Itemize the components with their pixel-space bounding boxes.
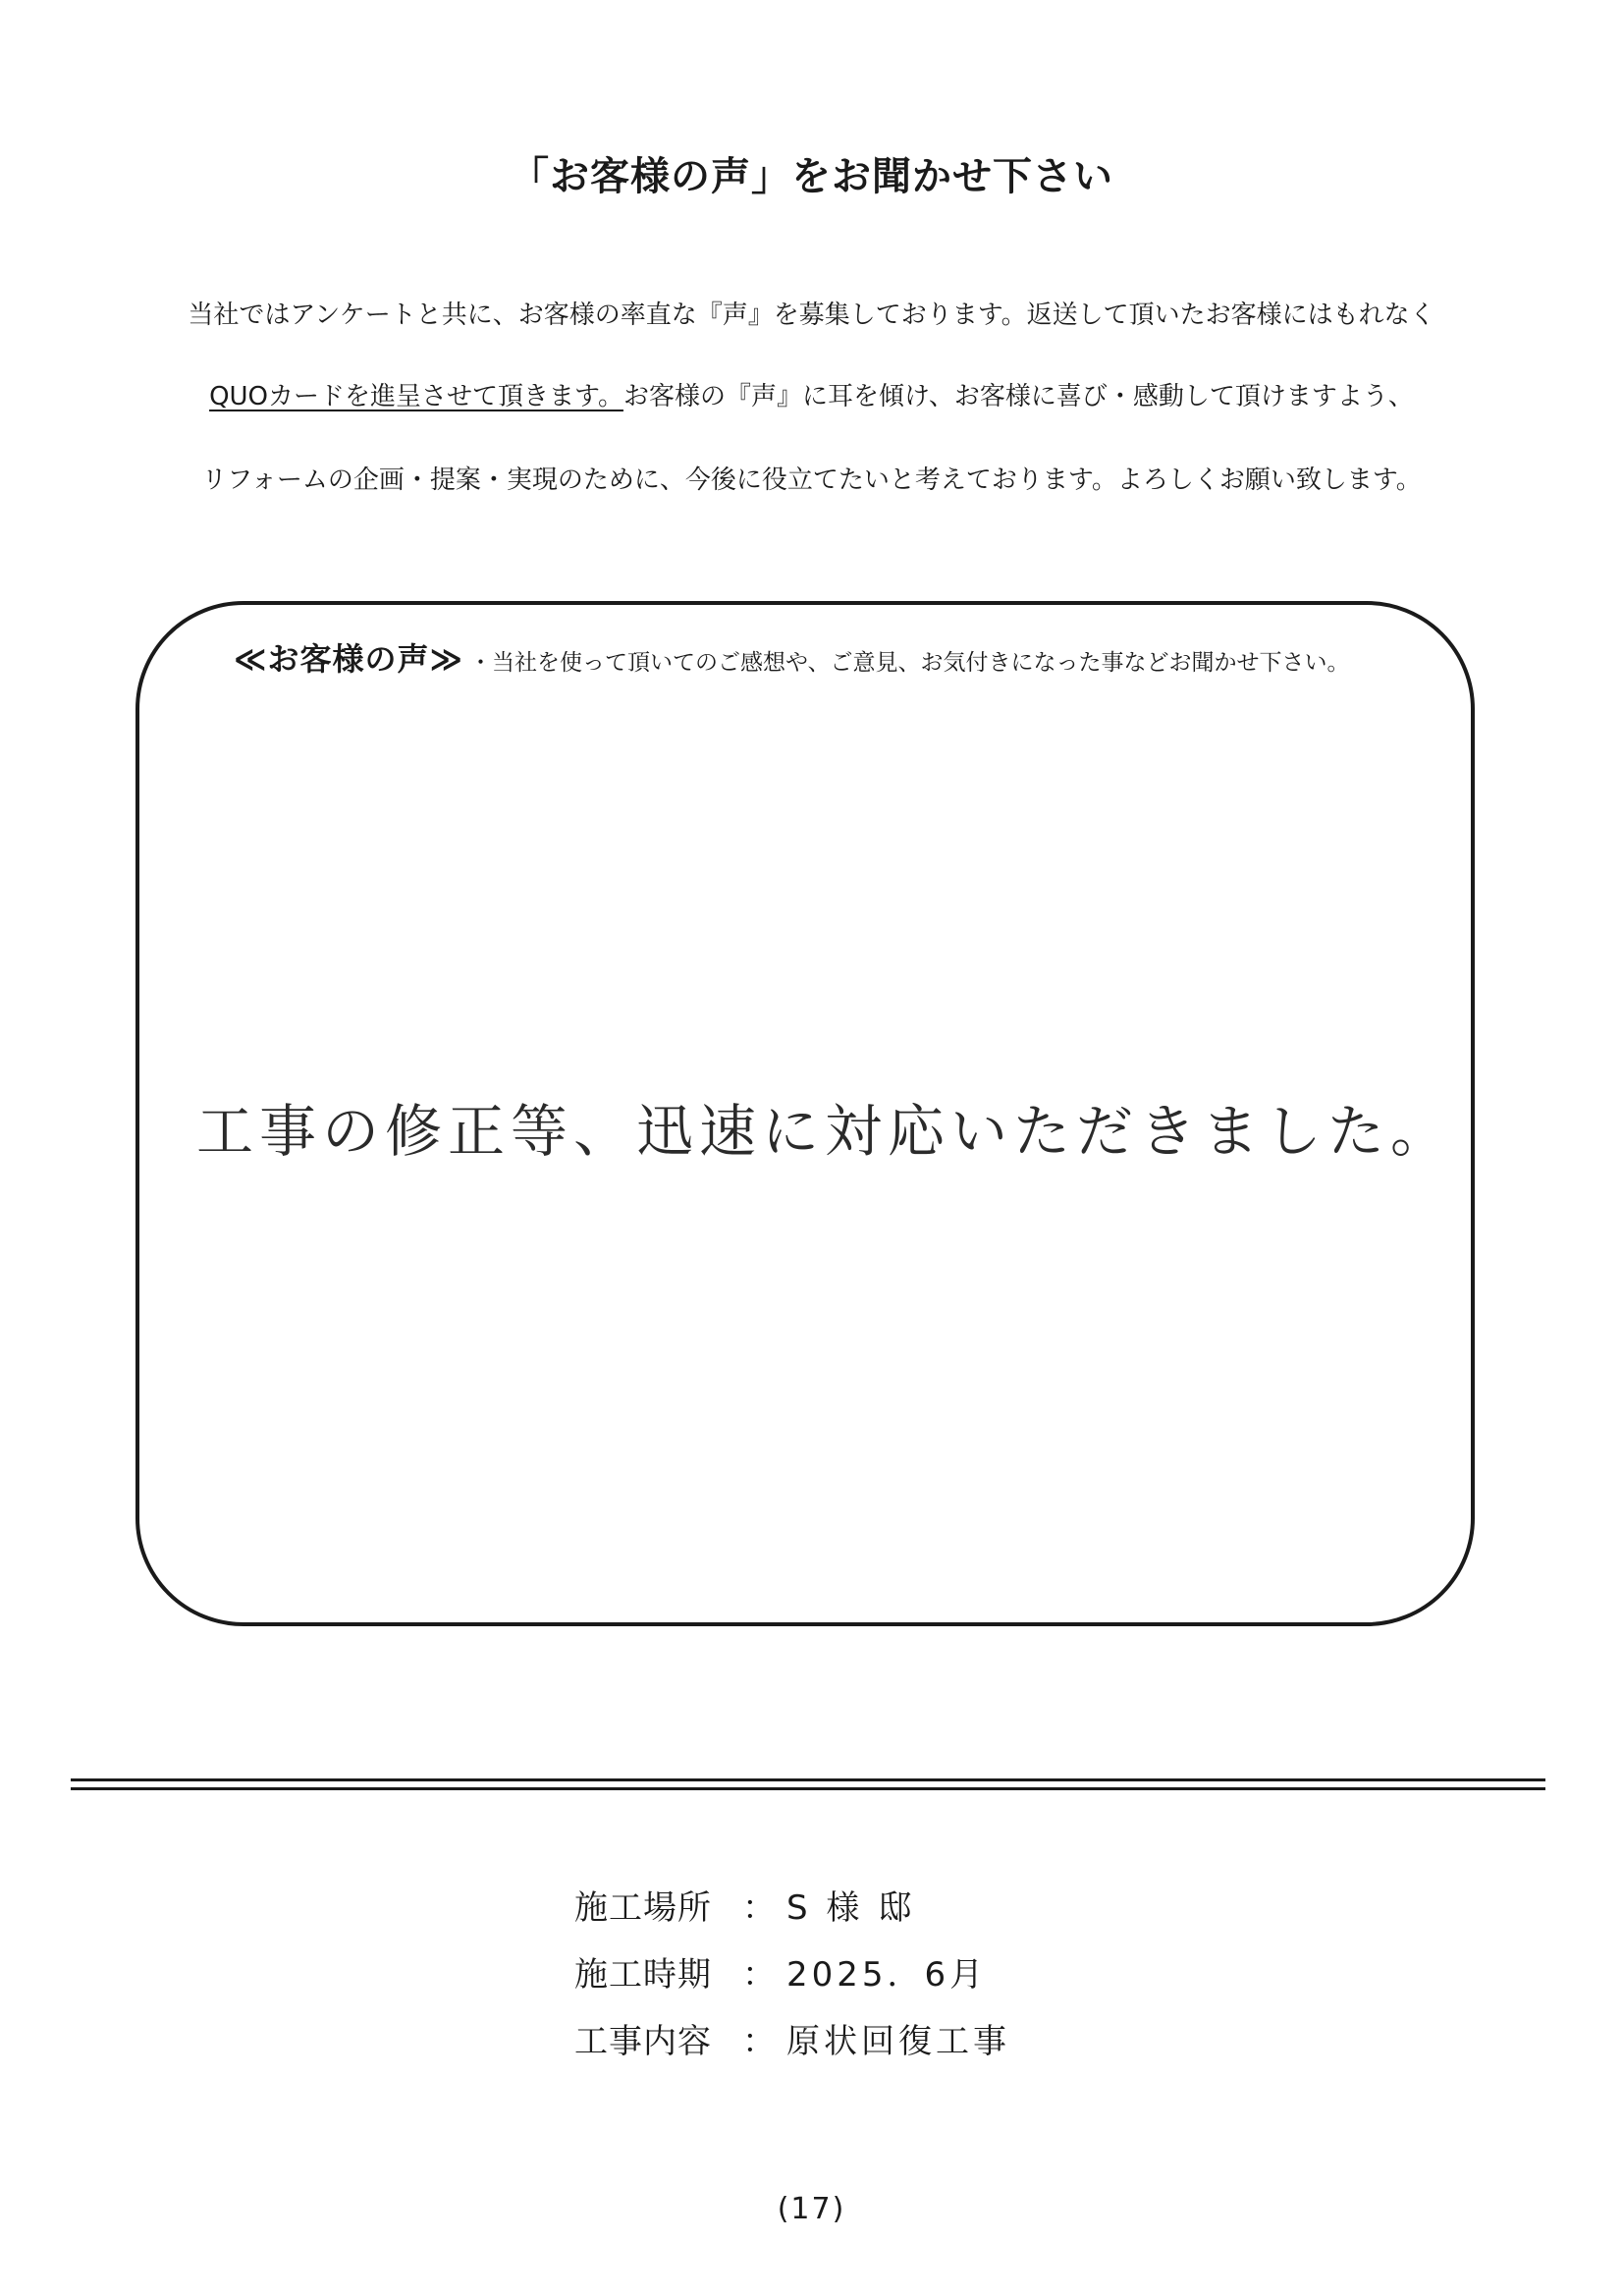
info-colon: ： (742, 1954, 776, 1995)
quo-card-notice: QUOカードを進呈させて頂きます。 (209, 382, 623, 411)
info-label: 工事内容 (574, 2021, 712, 2061)
page-title: 「お客様の声」をお聞かせ下さい (510, 154, 1113, 199)
info-label: 施工時期 (574, 1954, 712, 1995)
intro-line-3: リフォームの企画・提案・実現のために、今後に役立てたいと考えております。よろしくお願い致します。 (201, 465, 1422, 495)
info-row-work-content (574, 2004, 1010, 2071)
voice-box-instructions: ・当社を使って頂いてのご感想や、ご意見、お気付きになった事などお聞かせ下さい。 (469, 650, 1350, 676)
info-value: 原状回復工事 (786, 2021, 1010, 2061)
info-colon: ： (742, 2021, 776, 2061)
info-row-period (574, 1938, 1010, 2004)
voice-box-title: ≪お客様の声≫ (234, 640, 464, 678)
info-row-location (574, 1871, 1010, 1938)
divider-line-top (71, 1778, 1545, 1781)
divider-line-bottom (71, 1787, 1545, 1790)
intro-line-2 (0, 376, 1623, 412)
info-value: 2025．6月 (786, 1954, 988, 1995)
construction-info (574, 1871, 1010, 2071)
intro-line-2-rest: お客様の『声』に耳を傾け、お客様に喜び・感動して頂けますよう、 (622, 382, 1414, 411)
customer-comment: 工事の修正等、迅速に対応いただきました。 (196, 1098, 1454, 1165)
info-colon: ： (742, 1887, 776, 1928)
info-value: S 様 邸 (786, 1887, 916, 1928)
info-label: 施工場所 (574, 1887, 712, 1928)
voice-box-header (234, 634, 1350, 680)
intro-line-1: 当社ではアンケートと共に、お客様の率直な『声』を募集しております。返送して頂いたお客様にはもれなく (188, 301, 1435, 330)
page-number: (17) (777, 2192, 846, 2226)
